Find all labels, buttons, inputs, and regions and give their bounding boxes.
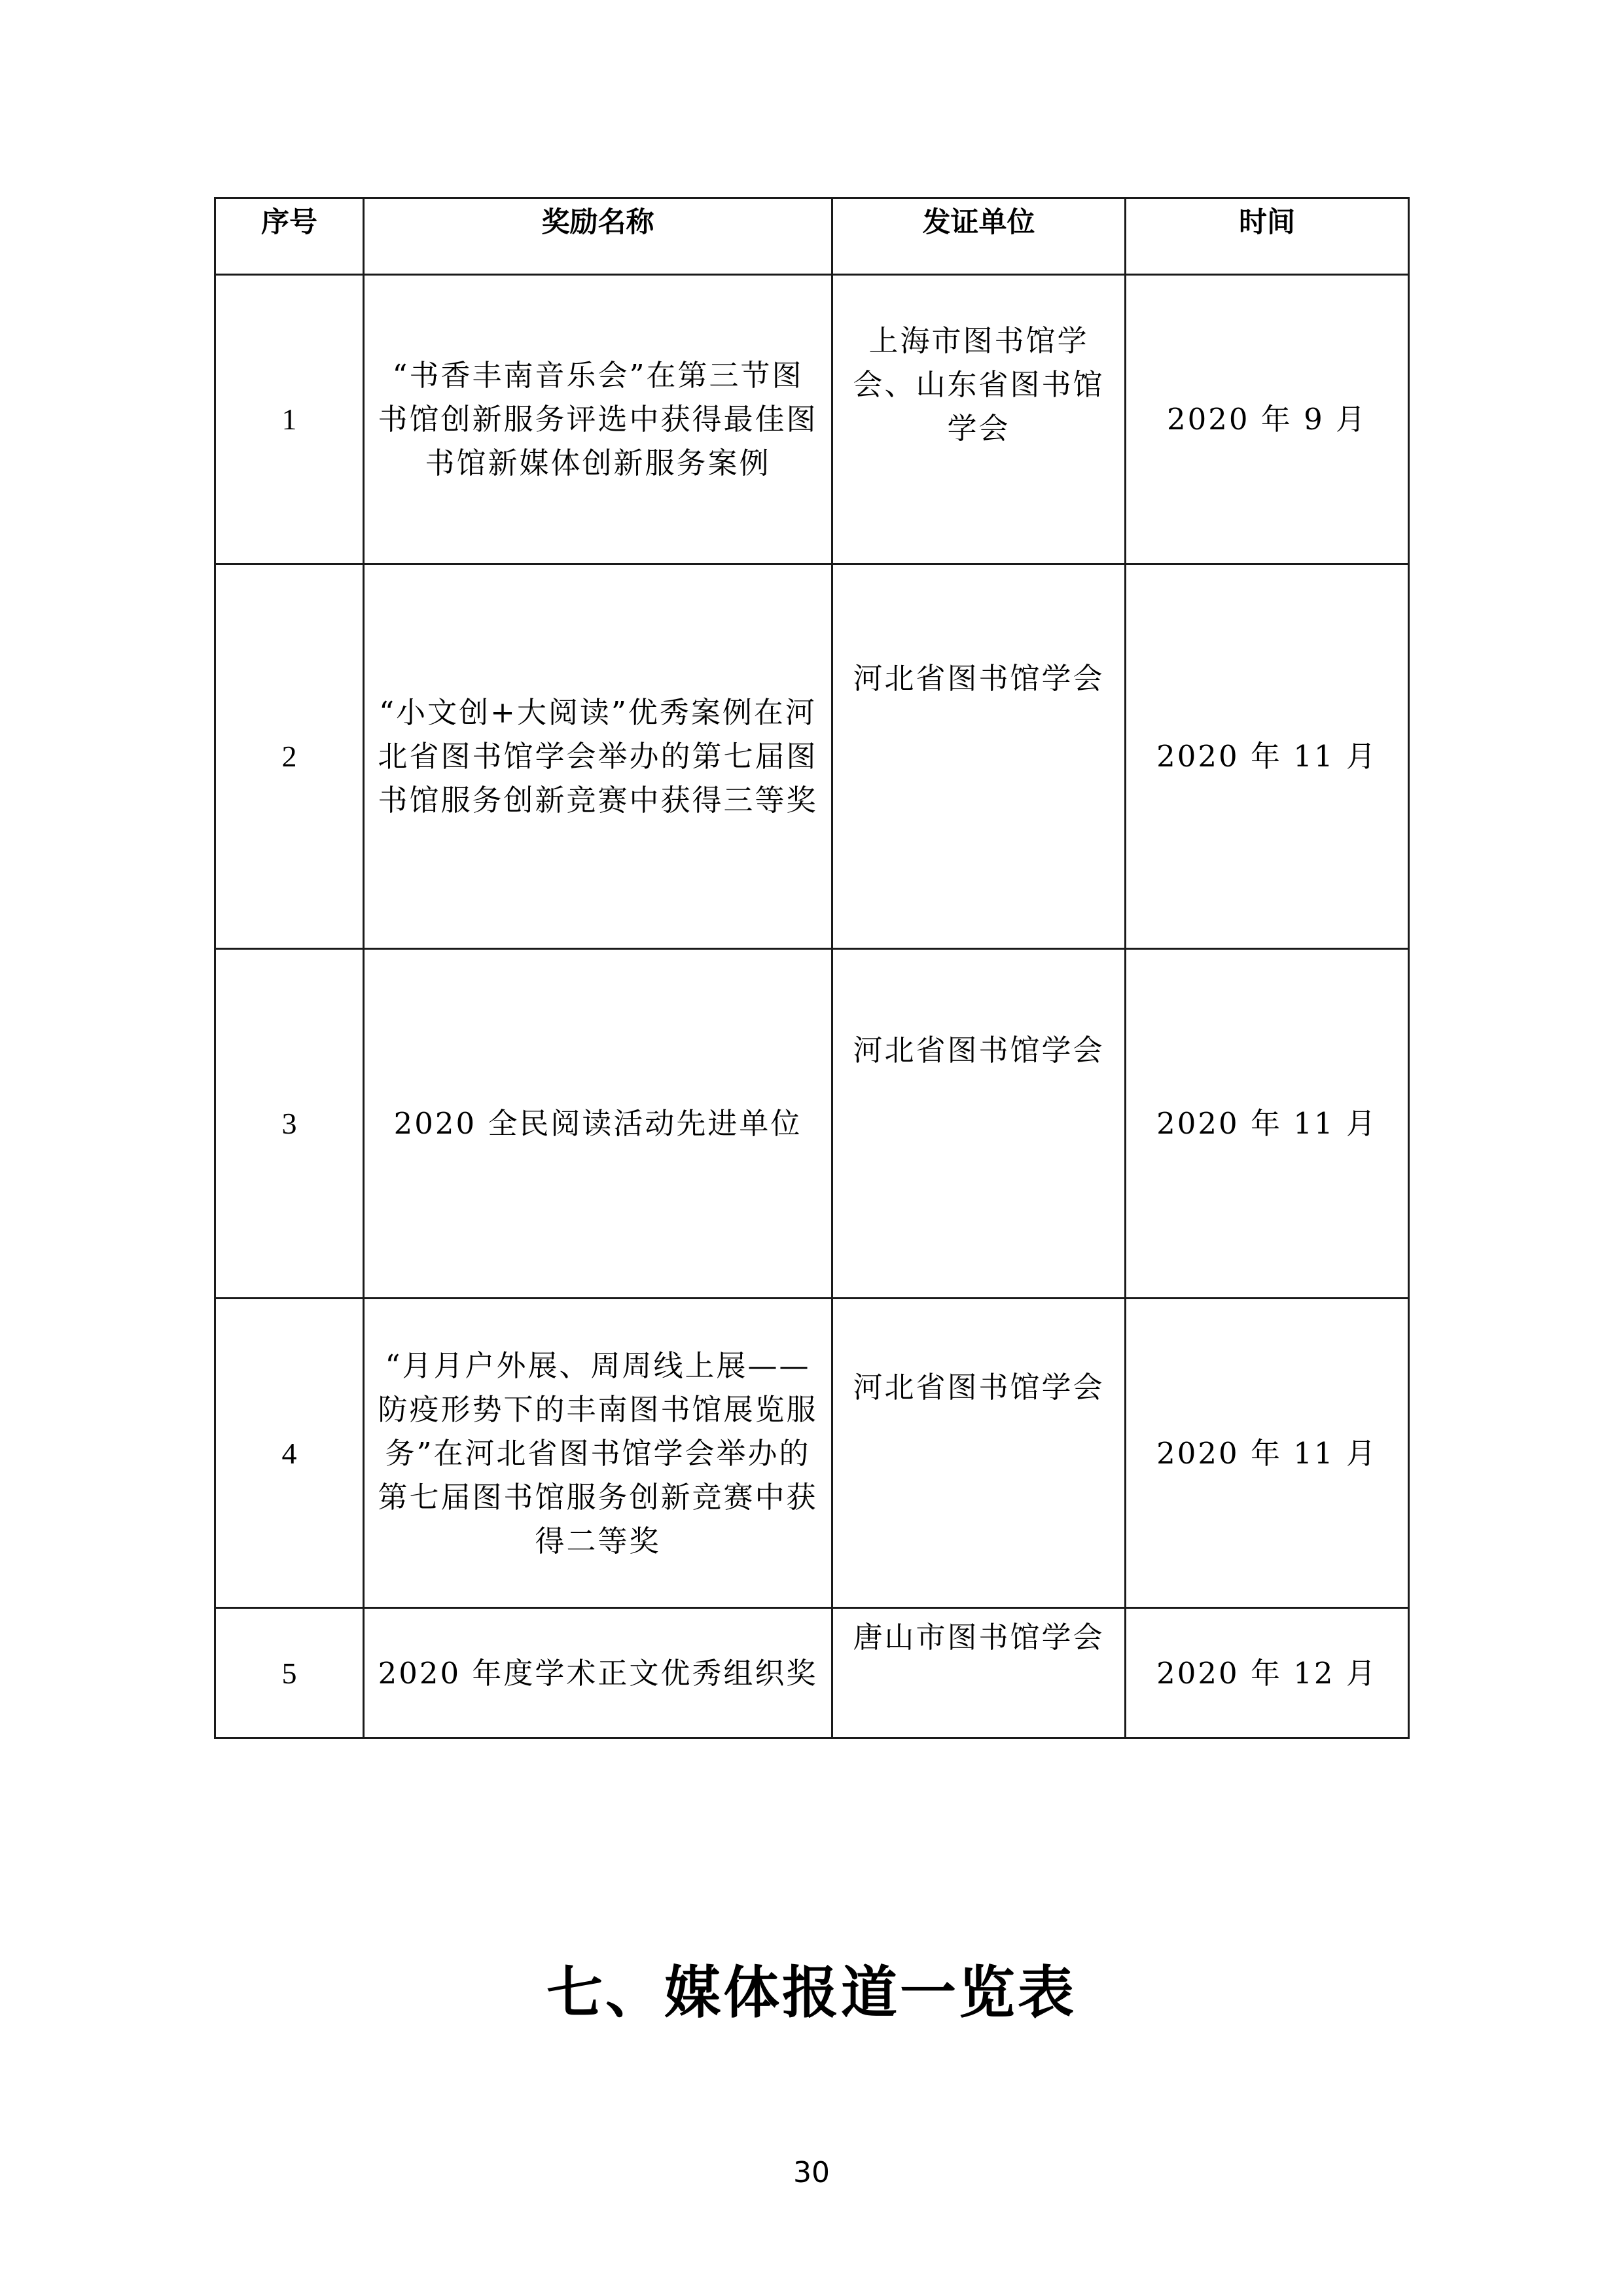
- table-row: [215, 1608, 1409, 1738]
- table-row: [215, 949, 1409, 1299]
- row-index: 3: [215, 949, 364, 1299]
- award-issuer: 唐山市图书馆学会: [832, 1608, 1126, 1738]
- section-title: 七、媒体报道一览表: [546, 1960, 1077, 2026]
- row-index: 5: [215, 1608, 364, 1738]
- awards-table: [214, 197, 1410, 1739]
- table-row: [215, 275, 1409, 564]
- award-issuer: 上海市图书馆学会、山东省图书馆学会: [832, 275, 1126, 564]
- award-time: 2020 年 11 月: [1126, 1299, 1409, 1608]
- award-name: 2020 年度学术正文优秀组织奖: [364, 1608, 832, 1738]
- award-time: 2020 年 11 月: [1126, 949, 1409, 1299]
- award-time: 2020 年 11 月: [1126, 564, 1409, 949]
- page-number: 30: [793, 2156, 830, 2189]
- award-time: 2020 年 12 月: [1126, 1608, 1409, 1738]
- header-issuer: 发证单位: [832, 198, 1126, 275]
- table-row: [215, 1299, 1409, 1608]
- award-name: “月月户外展、周周线上展——防疫形势下的丰南图书馆展览服务”在河北省图书馆学会举办的第七届图书馆服务创新竞赛中获得二等奖: [364, 1299, 832, 1608]
- award-issuer: 河北省图书馆学会: [832, 1299, 1126, 1608]
- table-row: [215, 564, 1409, 949]
- award-issuer: 河北省图书馆学会: [832, 949, 1126, 1299]
- award-name: 2020 全民阅读活动先进单位: [364, 949, 832, 1299]
- header-name: 奖励名称: [364, 198, 832, 275]
- row-index: 2: [215, 564, 364, 949]
- award-name: “书香丰南音乐会”在第三节图书馆创新服务评选中获得最佳图书馆新媒体创新服务案例: [364, 275, 832, 564]
- header-time: 时间: [1126, 198, 1409, 275]
- row-index: 4: [215, 1299, 364, 1608]
- award-issuer: 河北省图书馆学会: [832, 564, 1126, 949]
- header-index: 序号: [215, 198, 364, 275]
- award-time: 2020 年 9 月: [1126, 275, 1409, 564]
- row-index: 1: [215, 275, 364, 564]
- award-name: “小文创+大阅读”优秀案例在河北省图书馆学会举办的第七届图书馆服务创新竞赛中获得三等奖: [364, 564, 832, 949]
- table-header-row: [215, 198, 1409, 275]
